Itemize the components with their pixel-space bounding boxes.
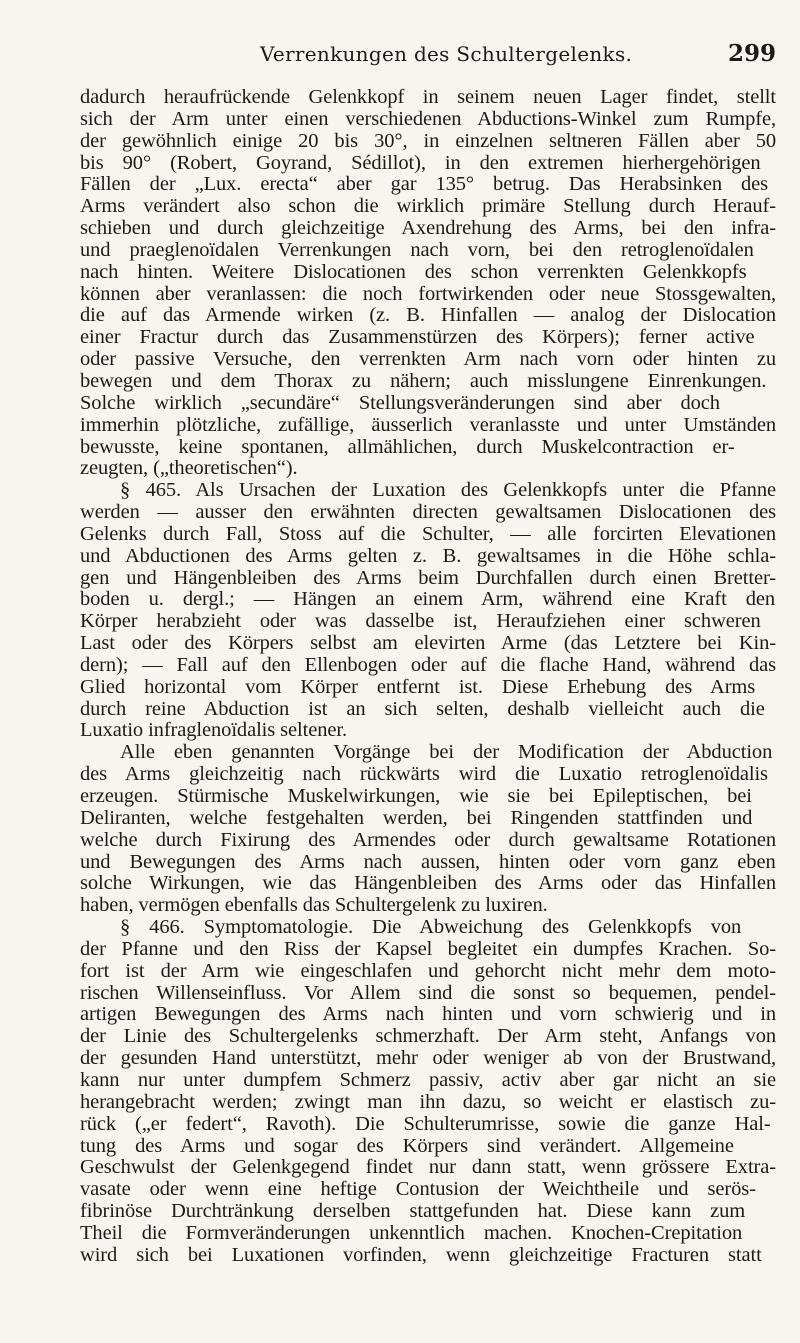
- text-line: Gelenks durch Fall, Stoss auf die Schulter, — alle forcirten Elevationen: [80, 522, 776, 545]
- text-line: gen und Hängenbleiben des Arms beim Durchfallen durch einen Bretter-: [80, 566, 776, 589]
- text-line: immerhin plötzliche, zufällige, äusserlich veranlasste und unter Umständen: [80, 413, 776, 436]
- text-line: tung des Arms und sogar des Körpers sind verändert. Allgemeine: [80, 1134, 734, 1157]
- text-line: Arms verändert also schon die wirklich primäre Stellung durch Herauf-: [80, 195, 776, 218]
- text-line: Solche wirklich „secundäre“ Stellungsveränderungen sind aber doch: [80, 391, 720, 414]
- text-line: welche durch Fixirung des Armendes oder durch gewaltsame Rotationen: [80, 828, 776, 851]
- text-line: fort ist der Arm wie eingeschlafen und gehorcht nicht mehr dem moto-: [80, 959, 776, 982]
- text-line: Körper herabzieht oder was dasselbe ist, Heraufziehen einer schweren: [80, 610, 761, 633]
- text-line: fibrinöse Durchtränkung derselben stattgefunden hat. Diese kann zum: [80, 1200, 746, 1223]
- text-line: durch reine Abduction ist an sich selten, deshalb vielleicht auch die: [80, 697, 765, 720]
- text-line: Deliranten, welche festgehalten werden, bei Ringenden stattfinden und: [80, 806, 753, 829]
- text-line: der Pfanne und den Riss der Kapsel begleitet ein dumpfes Krachen. So-: [80, 937, 776, 960]
- text-line: Last oder des Körpers selbst am elevirten Arme (das Letztere bei Kin-: [80, 632, 776, 655]
- text-line: § 465. Als Ursachen der Luxation des Gelenkkopfs unter die Pfanne: [120, 479, 776, 502]
- body-text: [80, 87, 776, 1267]
- text-line: § 466. Symptomatologie. Die Abweichung des Gelenkkopfs von: [120, 916, 742, 939]
- text-line: kann nur unter dumpfem Schmerz passiv, activ aber gar nicht an sie: [80, 1068, 776, 1091]
- text-line: artigen Bewegungen des Arms nach hinten und vorn schwierig und in: [80, 1003, 776, 1026]
- text-line: schieben und durch gleichzeitige Axendrehung des Arms, bei den infra-: [80, 217, 776, 240]
- text-line: rück („er federt“, Ravoth). Die Schulterumrisse, sowie die ganze Hal-: [80, 1112, 771, 1135]
- text-line: der gewöhnlich einige 20 bis 30°, in einzelnen seltneren Fällen aber 50: [80, 129, 776, 152]
- page-header: [80, 40, 776, 67]
- text-line: haben, vermögen ebenfalls das Schultergelenk zu luxiren.: [80, 894, 548, 917]
- text-line: wird sich bei Luxationen vorfinden, wenn gleichzeitige Fracturen statt: [80, 1243, 762, 1266]
- text-line: nach hinten. Weitere Dislocationen des schon verrenkten Gelenkkopfs: [80, 260, 747, 283]
- text-line: und Abductionen des Arms gelten z. B. gewaltsames in die Höhe schla-: [80, 544, 776, 567]
- text-line: dern); — Fall auf den Ellenbogen oder auf die flache Hand, während das: [80, 653, 776, 676]
- text-line: Alle eben genannten Vorgänge bei der Modification der Abduction: [120, 741, 773, 764]
- text-line: bewusste, keine spontanen, allmählichen, durch Muskelcontraction er-: [80, 435, 735, 458]
- text-line: Glied horizontal vom Körper entfernt ist. Diese Erhebung des Arms: [80, 675, 756, 698]
- text-line: Fällen der „Lux. erecta“ aber gar 135° betrug. Das Herabsinken des: [80, 173, 769, 196]
- text-line: und Bewegungen des Arms nach aussen, hinten oder vorn ganz eben: [80, 850, 776, 873]
- text-line: herangebracht werden; zwingt man ihn dazu, so weicht er elastisch zu-: [80, 1090, 776, 1113]
- text-line: des Arms gleichzeitig nach rückwärts wird die Luxatio retroglenoïdalis: [80, 763, 768, 786]
- page-number: 299: [727, 40, 776, 67]
- text-line: sich der Arm unter einen verschiedenen Abductions-Winkel zum Rumpfe,: [80, 107, 776, 130]
- text-line: erzeugen. Stürmische Muskelwirkungen, wie sie bei Epileptischen, bei: [80, 785, 752, 807]
- running-title: Verrenkungen des Schultergelenks.: [260, 42, 633, 66]
- text-line: bewegen und dem Thorax zu nähern; auch misslungene Einrenkungen.: [80, 369, 767, 392]
- text-line: dadurch heraufrückende Gelenkkopf in seinem neuen Lager findet, stellt: [80, 86, 776, 108]
- text-line: Geschwulst der Gelenkgegend findet nur dann statt, wenn grössere Extra-: [80, 1156, 776, 1179]
- text-line: bis 90° (Robert, Goyrand, Sédillot), in den extremen hierhergehörigen: [80, 151, 761, 174]
- text-line: der gesunden Hand unterstützt, mehr oder weniger ab von der Brustwand,: [80, 1047, 776, 1070]
- text-line: solche Wirkungen, wie das Hängenbleiben des Arms oder das Hinfallen: [80, 872, 776, 895]
- text-line: die auf das Armende wirken (z. B. Hinfallen — analog der Dislocation: [80, 304, 776, 327]
- text-line: werden — ausser den erwähnten directen gewaltsamen Dislocationen des: [80, 501, 776, 524]
- text-line: zeugten, („theoretischen“).: [80, 457, 298, 480]
- text-line: können aber veranlassen: die noch fortwirkenden oder neue Stossgewalten,: [80, 282, 776, 305]
- text-line: der Linie des Schultergelenks schmerzhaft. Der Arm steht, Anfangs von: [80, 1025, 776, 1048]
- text-line: und praeglenoïdalen Verrenkungen nach vorn, bei den retroglenoïdalen: [80, 238, 754, 261]
- text-line: rischen Willenseinfluss. Vor Allem sind die sonst so bequemen, pendel-: [80, 981, 776, 1004]
- text-line: Theil die Formveränderungen unkenntlich machen. Knochen-Crepitation: [80, 1221, 743, 1244]
- text-line: Luxatio infraglenoïdalis seltener.: [80, 719, 348, 742]
- text-line: vasate oder wenn eine heftige Contusion der Weichtheile und serös-: [80, 1178, 756, 1201]
- text-line: einer Fractur durch das Zusammenstürzen des Körpers); ferner active: [80, 326, 755, 349]
- text-line: boden u. dergl.; — Hängen an einem Arm, während eine Kraft den: [80, 588, 776, 611]
- text-line: oder passive Versuche, den verrenkten Arm nach vorn oder hinten zu: [80, 348, 776, 371]
